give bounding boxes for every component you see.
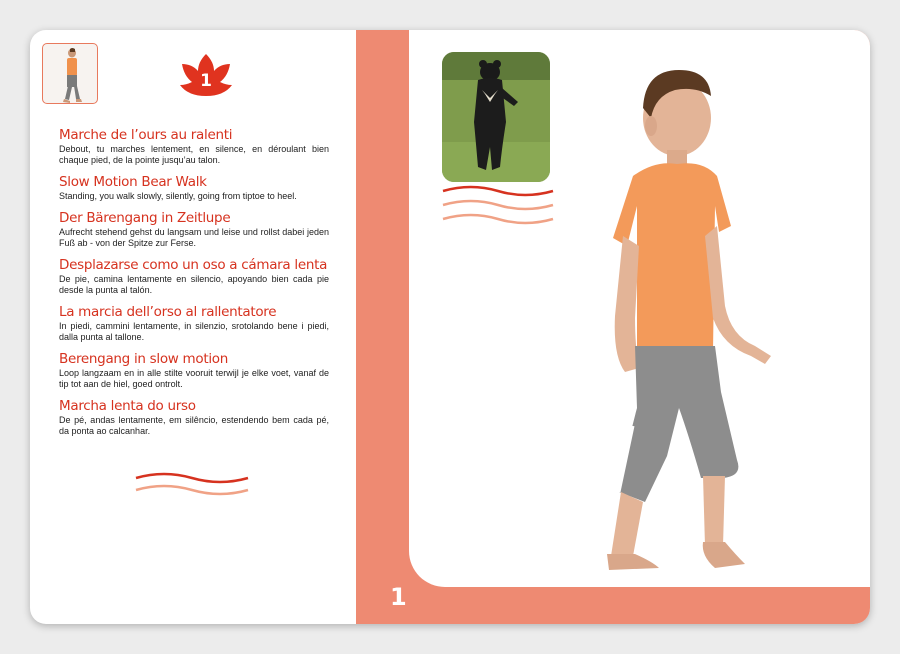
wave-decoration-icon [441, 185, 555, 227]
entry-text: Standing, you walk slowly, silently, going from tiptoe to heel. [59, 191, 297, 201]
left-page [30, 30, 356, 624]
entry-title: Der Bärengang in Zeitlupe [59, 210, 231, 226]
entry-pt [59, 398, 329, 437]
entry-text: De pie, camina lentamente en silencio, apoyando bien cada pie desde la punta al talón. [59, 274, 329, 295]
entry-text: Loop langzaam en in alle stilte vooruit terwijl je elke voet, vanaf de tip tot aan de hiel, goed ontrolt. [59, 368, 329, 389]
entry-title: La marcia dell’orso al rallentatore [59, 304, 277, 320]
entry-text: De pé, andas lentamente, em silêncio, estendendo bem cada pé, da ponta ao calcanhar. [59, 415, 329, 436]
entry-text: Debout, tu marches lentement, en silence, en déroulant bien chaque pied, de la pointe jusqu’au talon. [59, 144, 329, 165]
bear-photo [442, 52, 550, 182]
leaf-badge-icon [178, 52, 234, 98]
entry-de [59, 210, 329, 249]
entry-title: Marcha lenta do urso [59, 398, 196, 414]
entry-es [59, 257, 329, 296]
page-number: 1 [390, 583, 407, 611]
entry-text: Aufrecht stehend gehst du langsam und leise und rollst dabei jeden Fuß ab - von der Spitze zur Ferse. [59, 227, 329, 248]
boy-walking-photo [605, 56, 805, 576]
entry-title: Marche de l’ours au ralenti [59, 127, 233, 143]
entry-text: In piedi, cammini lentamente, in silenzio, srotolando bene i piedi, dalla punta al tallone. [59, 321, 329, 342]
entry-fr [59, 127, 329, 166]
book-spread [30, 30, 870, 624]
entry-nl [59, 351, 329, 390]
thumbnail-image[interactable] [42, 43, 98, 104]
entry-title: Desplazarse como un oso a cámara lenta [59, 257, 328, 273]
leaf-badge-number: 1 [200, 71, 212, 91]
entry-title: Berengang in slow motion [59, 351, 228, 367]
right-page [356, 30, 870, 624]
entry-en [59, 174, 329, 202]
wave-decoration-icon [134, 470, 250, 498]
entry-list [59, 127, 329, 445]
entry-it [59, 304, 329, 343]
entry-title: Slow Motion Bear Walk [59, 174, 207, 190]
photo-panel [409, 30, 870, 587]
